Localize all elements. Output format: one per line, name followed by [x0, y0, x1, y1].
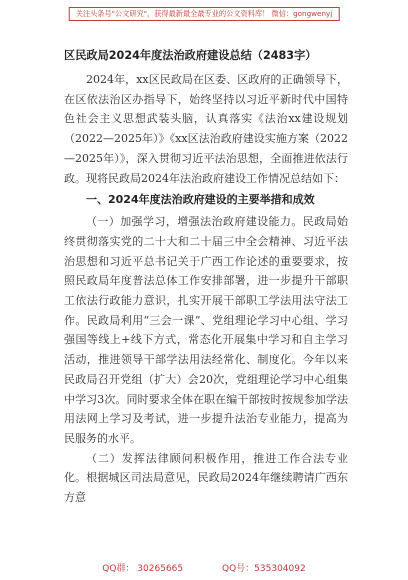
footer-qq-group: QQ群： 30265665 [102, 564, 184, 574]
promo-banner: 关注头条号"公文研究"，获得最新最全最专业的公文资料库！ 微信：gongwenyj [69, 7, 340, 21]
section-heading: 一、2024年度法治政府建设的主要举措和成效 [86, 193, 315, 207]
footer-qq-number: QQ号：535304092 [222, 564, 306, 574]
document-body [64, 48, 348, 508]
document-title: 区民政局2024年度法治政府建设总结（2483字） [64, 49, 317, 62]
paragraph-1: （一）加强学习，增强法治政府建设能力。民政局始终贯彻落实党的二十大和二十届三中全会精神、习近平法治思想和习近平总书记关于广西工作论述的重要要求，按照民政局年度普法总体工作安排部署，进一步提升干部职工依法行政能力意识，扎实开展干部职工学法用法守法工作。民政局利用“三会一课”、党组理论学习中心组、学习强国等线上+线下方式，常态化开展集中学习和自主学习活动，推进领导干部学法用法经常化、制度化。今年以来民政局召开党组（扩大）会20次，党组理论学习中心组集中学习3次。同时要求全体在职在编干部按时按规参加学法用法网上学习及考试，进一步提升法治专业能力，提高为民服务的水平。 [64, 215, 348, 445]
paragraph-2: （二）发挥法律顾问积极作用，推进工作合法专业化。根据城区司法局意见，民政局2024年继续聘请广西东方意 [64, 451, 348, 505]
footer-contact [0, 561, 408, 574]
intro-paragraph: 2024年，xx区民政局在区委、区政府的正确领导下，在区依法治区办指导下，始终坚持以习近平新时代中国特色社会主义思想武装头脑，认真落实《法治xx建设规划（2022—2025年）》《xx区法治政府建设实施方案（2022—2025年）》，深入贯彻习近平法治思想，全面推进依法行政。现将民政局2024年法治政府建设工作情况总结如下： [64, 73, 348, 185]
